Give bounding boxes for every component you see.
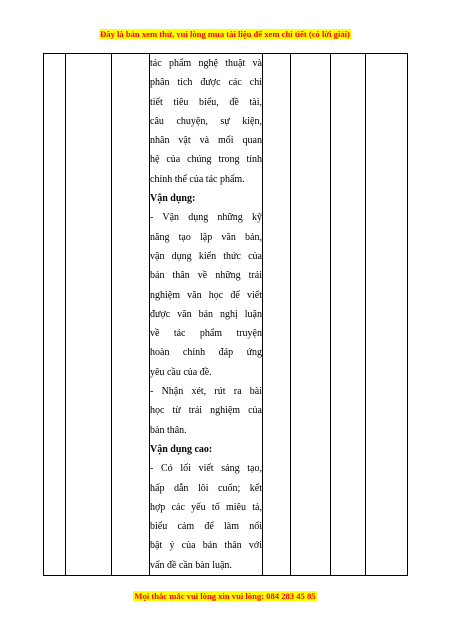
table-cell-empty — [366, 54, 408, 576]
text-line: câu chuyện, sự kiện, — [150, 115, 262, 127]
text-line: vấn đề cần bàn luận. — [150, 559, 232, 571]
text-line: bản thân. — [150, 424, 187, 436]
text-line: hấp dẫn lôi cuốn; kết — [150, 482, 262, 494]
assessment-table — [43, 53, 408, 576]
text-line: hoàn chỉnh đáp ứng — [150, 347, 262, 359]
text-line: yêu cầu của đề. — [150, 366, 212, 378]
text-line: bản thân về những trải — [150, 270, 262, 282]
text-line: tác phẩm nghệ thuật và — [150, 58, 262, 69]
requirement-description-cell — [150, 54, 263, 576]
table-row — [44, 54, 408, 576]
section-heading: Vận dụng cao: — [150, 443, 213, 455]
table-cell-empty — [291, 54, 331, 576]
text-line: - Vận dụng những kỹ — [150, 212, 262, 224]
table-cell-empty — [112, 54, 150, 576]
text-line: chỉnh thể của tác phẩm. — [150, 173, 245, 185]
text-line: nhân vật và mối quan — [150, 135, 262, 147]
text-line: hệ của chúng trong tính — [150, 154, 262, 166]
text-line: được văn bản nghị luận — [150, 308, 262, 320]
preview-notice-text: Đây là bản xem thử, vui lòng mua tài liệu để xem chi tiết (có lời giải) — [100, 29, 350, 39]
text-line: biểu cảm để làm nổi — [150, 521, 262, 533]
text-line: tiết tiêu biểu, đề tài, — [150, 96, 262, 108]
contact-footer-text: Mọi thắc mắc vui lòng xin vui lòng: 084 283 45 85 — [134, 591, 316, 601]
text-line: - Có lối viết sáng tạo, — [150, 463, 262, 475]
table-cell-empty — [263, 54, 291, 576]
text-line: năng tạo lập văn bản, — [150, 231, 262, 243]
contact-footer-banner — [0, 591, 450, 601]
table-cell-empty — [44, 54, 66, 576]
text-line: nghiệm văn học để viết — [150, 289, 262, 301]
table-cell-empty — [331, 54, 366, 576]
preview-notice-banner — [0, 29, 450, 39]
text-line: về tác phẩm truyện — [150, 328, 262, 340]
text-line: phân tích được các chi — [150, 77, 262, 89]
text-line: vận dụng kiến thức của — [150, 250, 262, 262]
table-cell-empty — [66, 54, 112, 576]
text-line: hợp các yếu tố miêu tả, — [150, 501, 262, 513]
section-heading: Vận dụng: — [150, 193, 196, 205]
text-line: - Nhận xét, rút ra bài — [150, 386, 262, 398]
text-line: bật ý của bản thân với — [150, 540, 262, 552]
text-line: học từ trải nghiệm của — [150, 405, 262, 417]
